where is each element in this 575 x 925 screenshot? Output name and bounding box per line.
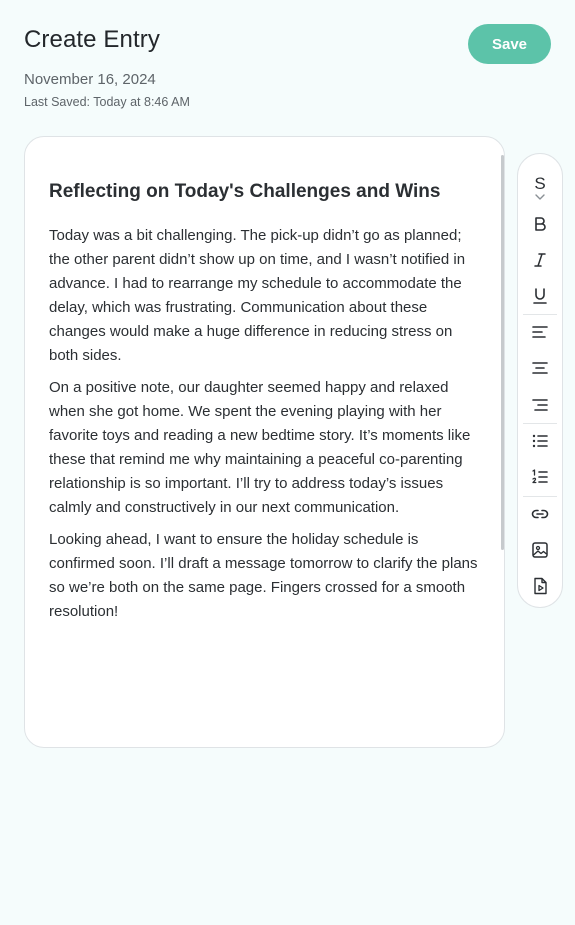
page-title: Create Entry [24, 26, 160, 53]
entry-paragraph[interactable]: Looking ahead, I want to ensure the holiday schedule is confirmed soon. I’ll draft a message tomorrow to clarify the plans so we’re both on the same page. Fingers crossed for a smooth resolution! [49, 531, 478, 620]
formatting-toolbar [517, 153, 563, 608]
bold-icon [530, 214, 550, 234]
entry-paragraph[interactable]: Today was a bit challenging. The pick-up didn’t go as planned; the other parent didn’t show up on time, and I wasn’t notified in advance. I had to rearrange my schedule to accommodate the delay, which was frustrating. Communication about these changes would make a huge difference in reducing stress on both sides. [49, 227, 466, 364]
entry-paragraph[interactable]: On a positive note, our daughter seemed happy and relaxed when she got home. We spent the evening playing with her favorite toys and reading a new bedtime story. It’s moments like these that remind me why maintaining a peaceful co-parenting relationship is so important. I’ll try to address today’s issues calmly and constructively in our next communication. [49, 379, 471, 516]
editor-content[interactable] [49, 179, 479, 632]
text-style-label: S [534, 174, 546, 193]
chevron-down-icon [535, 194, 545, 200]
align-left-icon [530, 322, 550, 342]
toolbar-divider [523, 423, 557, 424]
bold-button[interactable] [523, 209, 557, 239]
scrollbar-thumb[interactable] [501, 155, 504, 550]
insert-video-button[interactable] [523, 571, 557, 601]
toolbar-divider [523, 496, 557, 497]
italic-button[interactable] [523, 245, 557, 275]
underline-icon [530, 286, 550, 306]
entry-title[interactable]: Reflecting on Today's Challenges and Wins [49, 181, 441, 202]
save-button[interactable]: Save [468, 24, 551, 64]
video-icon [530, 576, 550, 596]
numbered-list-icon [530, 467, 550, 487]
entry-date: November 16, 2024 [24, 71, 156, 88]
insert-link-button[interactable] [523, 499, 557, 529]
italic-icon [530, 250, 550, 270]
link-icon [530, 504, 550, 524]
align-right-icon [530, 395, 550, 415]
numbered-list-button[interactable] [523, 462, 557, 492]
text-style-dropdown[interactable] [523, 174, 557, 208]
insert-image-button[interactable] [523, 535, 557, 565]
underline-button[interactable] [523, 281, 557, 311]
align-right-button[interactable] [523, 390, 557, 420]
toolbar-divider [523, 314, 557, 315]
bullet-list-icon [530, 431, 550, 451]
editor-scrollbar[interactable] [498, 155, 504, 735]
entry-editor[interactable] [24, 136, 505, 748]
last-saved-status: Last Saved: Today at 8:46 AM [24, 95, 190, 109]
align-left-button[interactable] [523, 317, 557, 347]
align-center-icon [530, 358, 550, 378]
align-center-button[interactable] [523, 353, 557, 383]
bullet-list-button[interactable] [523, 426, 557, 456]
image-icon [530, 540, 550, 560]
